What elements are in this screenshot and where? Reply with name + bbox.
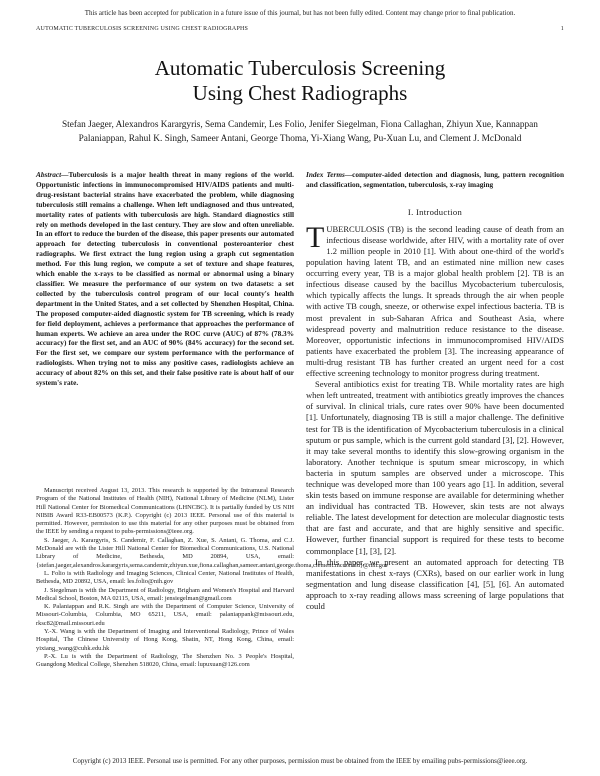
footnote-affiliation: K. Palaniappan and R.K. Singh are with the Department of Computer Science, University of Missouri-Columbia, Columbia, MO 65211, USA, email: palaniappank@missouri.edu, rksc82@mail.missouri.edu <box>36 603 294 627</box>
footnote-affiliation: S. Jaeger, A. Karargyris, S. Candemir, F. Callaghan, Z. Xue, S. Antani, G. Thoma, and C.J. McDonald are with the Lister Hill National Center for Biomedical Communications, U.S. National Library of Medicine, Bethesda, MD 20894, USA, email: {stefan.jaeger,alexandros.karargyris,sema.candemir,zhiyun.xue,fiona.callaghan,sameer.antani,george.thoma,clement.mcdonald}@nih.gov <box>36 536 389 569</box>
footnote-affiliation: J. Siegelman is with the Department of Radiology, Brigham and Women's Hospital and Harvard Medical School, Boston, MA 02115, USA, email: jensiegelman@gmail.com <box>36 586 294 602</box>
copyright-footer: Copyright (c) 2013 IEEE. Personal use is permitted. For any other purposes, permission must be obtained from the IEEE by emailing pubs-permissions@ieee.org. <box>72 757 528 765</box>
footnote-funding: Manuscript received August 13, 2013. This research is supported by the Intramural Research Program of the National Institutes of Health (NIH), National Library of Medicine (NLM), Lister Hill National Center for Biomedical Communications (LHNCBC). It is partially funded by US NIH NIBIB Award R33-EB00573 (K.P.). Copyright (c) 2013 IEEE. Personal use of this material is permitted. However, permission to use this material for any other purposes must be obtained from the IEEE by sending a request to pubs-permissions@ieee.org. <box>36 487 294 536</box>
prepublication-notice: This article has been accepted for publication in a future issue of this journal, but has not been fully edited. Content may change prior to final publication. <box>84 9 516 17</box>
section-heading-introduction: I. Introduction <box>407 206 463 217</box>
index-terms <box>306 170 564 190</box>
left-column <box>36 170 294 388</box>
running-head-title: AUTOMATIC TUBERCULOSIS SCREENING USING CHEST RADIOGRAPHS <box>36 26 249 32</box>
intro-paragraph-3: In this paper, we present an automated approach for detecting TB manifestations in chest x-rays (CXRs), based on our earlier work in lung segmentation and lung disease classification [4], [5], [6]. An automated approach to x-ray reading allows mass screening of large populations that could <box>306 556 564 611</box>
right-column <box>306 170 564 612</box>
intro-paragraph-1 <box>306 220 564 379</box>
paper-title <box>0 56 600 106</box>
abstract-label: Abstract <box>36 170 62 179</box>
abstract-text: —Tuberculosis is a major health threat in many regions of the world. Opportunistic infections in immunocompromised HIV/AIDS patients and multi-drug-resistant bacterial strains have exacerbated the problem, while diagnosing tuberculosis still remains a challenge. When left undiagnosed and thus untreated, mortality rates of patients with tuberculosis are high. Standard diagnostics still rely on methods developed in the last century. They are slow and often unreliable. In an effort to reduce the burden of the disease, this paper presents our automated approach for detecting tuberculosis in conventional posteroanterior chest radiographs. We first extract the lung region using a graph cut segmentation method. For this lung region, we compute a set of texture and shape features, which enable the x-rays to be classified as normal or abnormal using a binary classifier. We measure the performance of our system on two datasets: a set collected by the tuberculosis control program of our local county's health department in the United States, and a set collected by Shenzhen Hospital, China. The proposed computer-aided diagnostic system for TB screening, which is ready for field deployment, achieves a performance that approaches the performance of human experts. We achieve an area under the ROC curve (AUC) of 87% (78.3% accuracy) for the first set, and an AUC of 90% (84% accuracy) for the second set. For the first set, we compare our system performance with the performance of radiologists. When trying not to miss any positive cases, radiologists achieve an accuracy of about 82% on this set, and their false positive rate is about half of our system's rate. <box>36 170 294 388</box>
author-list: Stefan Jaeger, Alexandros Karargyris, Sema Candemir, Les Folio, Jenifer Siegelman, Fiona Callaghan, Zhiyun Xue, Kannappan Palaniappan, Rahul K. Singh, Sameer Antani, George Thoma, Yi-Xiang Wang, Pu-Xuan Lu, and Clement J. McDonald <box>62 120 538 144</box>
title-line-1: Automatic Tuberculosis Screening <box>154 56 446 80</box>
intro-paragraph-2: Several antibiotics exist for treating TB. While mortality rates are high when left untreated, treatment with antibiotics greatly improves the chances of survival. In clinical trials, cure rates over 90% have been documented [1]. Unfortunately, diagnosing TB is still a major challenge. The definitive test for TB is the identification of Mycobacterium tuberculosis in a clinical sputum or pus sample, which is the current gold standard [3], [2]. However, it may take several months to identify this slow-growing organism in the laboratory. Another technique is sputum smear microscopy, in which bacteria in sputum samples are observed under a microscope. This technique was developed more than 100 years ago [1]. In addition, several skin tests based on immune response are available for determining whether an individual has contracted TB. However, skin tests are not always reliable. The latest development for detection are molecular diagnostic tests that are fast and accurate, and that are highly sensitive and specific. However, further financial support is required for these tests to become commonplace [1], [3], [2]. <box>306 379 564 556</box>
drop-cap: T <box>306 220 325 254</box>
footnote-affiliation: L. Folio is with Radiology and Imaging Sciences, Clinical Center, National Institutes of Health, Bethesda, MD 20892, USA, email: les.folio@nih.gov <box>36 569 294 586</box>
index-terms-text: —computer-aided detection and diagnosis, lung, pattern recognition and classification, segmentation, tuberculosis, x-ray imaging <box>306 170 565 189</box>
index-terms-label: Index Terms <box>306 170 345 179</box>
title-line-2: Using Chest Radiographs <box>192 81 408 105</box>
page-number: 1 <box>560 26 564 32</box>
abstract <box>36 170 294 388</box>
footnotes <box>36 487 389 670</box>
footnote-affiliation: P.-X. Lu is with the Department of Radiology, The Shenzhen No. 3 People's Hospital, Guangdong Medical College, Shenzhen 518020, China, email: lupuxuan@126.com <box>36 652 294 669</box>
running-head <box>36 26 564 32</box>
footnote-affiliation: Y.-X. Wang is with the Department of Imaging and Interventional Radiology, Prince of Wales Hospital, The Chinese University of Hong Kong, Shatin, NT, Hong Kong, China, email: yixiang_wang@cuhk.edu.hk <box>36 628 294 652</box>
intro-paragraph-1-text: UBERCULOSIS (TB) is the second leading cause of death from an infectious disease worldwide, after HIV, with a mortality rate of over 1.2 million people in 2010 [1]. With about one-third of the world's population having latent TB, and an estimated nine million new cases occurring every year, TB is a major global health problem [2]. TB is an infectious disease caused by the bacillus Mycobacterium tuberculosis, which typically affects the lungs. It spreads through the air when people with active TB cough, sneeze, or otherwise expel infectious bacteria. TB is most prevalent in sub-Saharan Africa and Southeast Asia, where widespread poverty and malnutrition reduce resistance to the disease. Moreover, opportunistic infections in immunocompromised HIV/AIDS patients have exacerbated the problem [3]. The increasing appearance of multi-drug resistant TB has further created an urgent need for a cost effective screening technology to monitor progress during treatment. <box>306 223 564 379</box>
